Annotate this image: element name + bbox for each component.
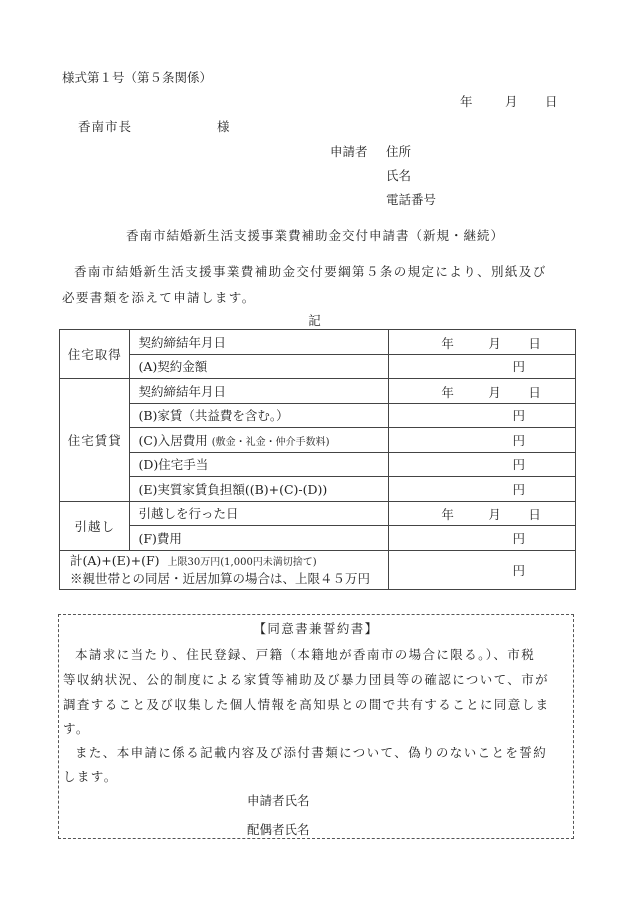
unit-day: 日: [528, 335, 541, 351]
rental-contract-date-value[interactable]: [389, 379, 576, 404]
actual-rent-value[interactable]: 円: [389, 477, 576, 502]
moving-cost-label: (F)費用: [130, 526, 389, 551]
table-row: [60, 526, 576, 551]
applicant-label: 申請者: [330, 144, 368, 159]
moving-date-value[interactable]: [389, 501, 576, 526]
unit-month: 月: [488, 384, 501, 400]
category-housing-rental: 住宅賃貸: [60, 379, 130, 502]
unit-day: 日: [528, 507, 541, 523]
applicant-address[interactable]: 住所: [386, 144, 412, 159]
addressee-name: 香南市長: [78, 119, 133, 134]
document-title: 香南市結婚新生活支援事業費補助金交付申請書（新規・継続）: [125, 228, 504, 243]
table-row: [60, 452, 576, 477]
form-number: 様式第１号（第５条関係）: [62, 70, 213, 85]
actual-rent-label: (E)実質家賃負担額((B)+(C)-(D)): [130, 477, 389, 502]
total-label-cell: [60, 550, 389, 589]
consent-box: [58, 614, 574, 839]
date-year: 年: [460, 94, 473, 109]
total-limit: 上限30万円(1,000円未満切捨て): [167, 556, 317, 568]
consent-line-1: 本請求に当たり、住民登録、戸籍（本籍地が香南市の場合に限る。）、市税: [75, 647, 536, 662]
unit-year: 年: [441, 384, 454, 400]
contract-amount-label: (A)契約金額: [130, 354, 389, 379]
table-row: [60, 550, 576, 589]
unit-day: 日: [528, 384, 541, 400]
move-in-cost-note: (敷金・礼金・仲介手数料): [211, 436, 330, 448]
table-row: [60, 477, 576, 502]
move-in-cost-value[interactable]: 円: [389, 428, 576, 453]
category-moving: 引越し: [60, 501, 130, 550]
housing-allowance-label: (D)住宅手当: [130, 452, 389, 477]
total-formula: 計(A)+(E)+(F): [70, 552, 160, 568]
application-table: [59, 329, 576, 590]
moving-cost-value[interactable]: 円: [389, 526, 576, 551]
applicant-name[interactable]: 氏名: [386, 168, 412, 183]
consent-applicant-name[interactable]: 申請者氏名: [247, 793, 310, 808]
intro-line-1: 香南市結婚新生活支援事業費補助金交付要綱第５条の規定により、別紙及び: [74, 264, 547, 279]
housing-allowance-value[interactable]: 円: [389, 452, 576, 477]
table-row: [60, 428, 576, 453]
unit-year: 年: [441, 335, 454, 351]
move-in-cost-text: (C)入居費用: [138, 432, 208, 448]
unit-month: 月: [488, 507, 501, 523]
rent-label: (B)家賃（共益費を含む。）: [130, 403, 389, 428]
date-day: 日: [545, 94, 558, 109]
date-month: 月: [505, 94, 518, 109]
unit-year: 年: [441, 507, 454, 523]
move-in-cost-label: [130, 428, 389, 453]
table-row: [60, 501, 576, 526]
consent-heading: 【同意書兼誓約書】: [253, 621, 379, 636]
table-row: [60, 403, 576, 428]
applicant-phone[interactable]: 電話番号: [386, 192, 437, 207]
consent-line-3: 調査すること及び収集した個人情報を高知県との間で共有することに同意しま: [63, 697, 550, 712]
purchase-contract-date-value[interactable]: [389, 330, 576, 355]
consent-line-2: 等収納状況、公的制度による家賃等補助及び暴力団員等の確認について、市が: [63, 672, 550, 687]
intro-paragraph: [62, 259, 572, 311]
ki-label: 記: [308, 313, 322, 328]
table-row: [60, 330, 576, 355]
consent-spouse-name[interactable]: 配偶者氏名: [247, 822, 310, 837]
table-row: [60, 354, 576, 379]
consent-line-5: また、本申請に係る記載内容及び添付書類について、偽りのないことを誓約: [75, 745, 548, 760]
intro-line-2: 必要書類を添えて申請します。: [62, 290, 256, 305]
contract-amount-value[interactable]: 円: [389, 354, 576, 379]
rental-contract-date-label: 契約締結年月日: [130, 379, 389, 404]
total-value[interactable]: 円: [389, 550, 576, 589]
moving-date-label: 引越しを行った日: [130, 501, 389, 526]
rent-value[interactable]: 円: [389, 403, 576, 428]
total-note: ※親世帯との同居・近居加算の場合は、上限４５万円: [70, 570, 371, 586]
unit-month: 月: [488, 335, 501, 351]
total-formula-line: [70, 553, 384, 571]
purchase-contract-date-label: 契約締結年月日: [130, 330, 389, 355]
addressee-suffix: 様: [217, 119, 230, 134]
table-row: [60, 379, 576, 404]
consent-line-6: します。: [63, 769, 118, 784]
consent-line-4: す。: [63, 721, 90, 736]
category-housing-purchase: 住宅取得: [60, 330, 130, 379]
